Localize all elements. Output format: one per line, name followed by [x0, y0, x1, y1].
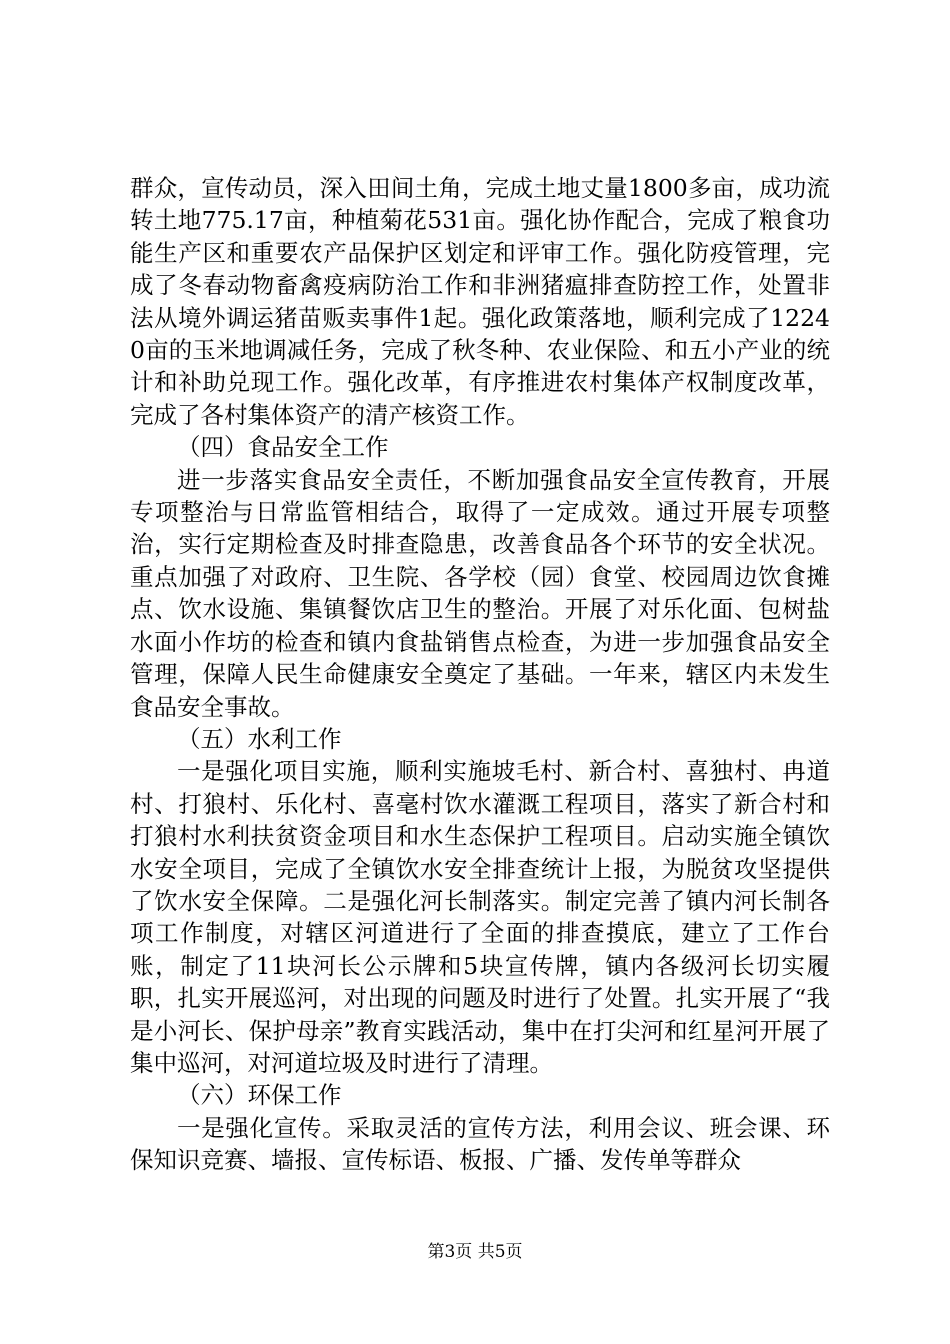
document-body	[130, 172, 830, 1177]
page-footer	[0, 1241, 950, 1263]
paragraph-agriculture-continued: 群众，宣传动员，深入田间土角，完成土地丈量1800多亩，成功流转土地775.17亩，种植菊花531亩。强化协作配合，完成了粮食功能生产区和重要农产品保护区划定和评审工作。强化防疫管理，完成了冬春动物畜禽疫病防治工作和非洲猪瘟排查防控工作，处置非法从境外调运猪苗贩卖事件1起。强化政策落地，顺利完成了12240亩的玉米地调减任务，完成了秋冬种、农业保险、和五小产业的统计和补助兑现工作。强化改革，有序推进农村集体产权制度改革，完成了各村集体资产的清产核资工作。	[130, 174, 830, 429]
section-heading-environmental-protection: （六）环保工作	[177, 1081, 342, 1110]
page-number-label: 第3页 共5页	[427, 1242, 523, 1262]
section-heading-water-conservancy: （五）水利工作	[177, 724, 342, 753]
paragraph-water-conservancy: 一是强化项目实施，顺利实施坡毛村、新合村、喜独村、冉道村、打狼村、乐化村、喜毫村饮水灌溉工程项目，落实了新合村和打狼村水利扶贫资金项目和水生态保护工程项目。启动实施全镇饮水安全项目，完成了全镇饮水安全排查统计上报，为脱贫攻坚提供了饮水安全保障。二是强化河长制落实。制定完善了镇内河长制各项工作制度，对辖区河道进行了全面的排查摸底，建立了工作台账，制定了11块河长公示牌和5块宣传牌，镇内各级河长切实履职，扎实开展巡河，对出现的问题及时进行了处置。扎实开展了“我是小河长、保护母亲”教育实践活动，集中在打尖河和红星河开展了集中巡河，对河道垃圾及时进行了清理。	[130, 757, 830, 1077]
paragraph-environmental-protection: 一是强化宣传。采取灵活的宣传方法，利用会议、班会课、环保知识竞赛、墙报、宣传标语、板报、广播、发传单等群众	[130, 1113, 830, 1175]
section-heading-food-safety: （四）食品安全工作	[177, 433, 389, 462]
paragraph-food-safety: 进一步落实食品安全责任，不断加强食品安全宣传教育，开展专项整治与日常监管相结合，取得了一定成效。通过开展专项整治，实行定期检查及时排查隐患，改善食品各个环节的安全状况。重点加强了对政府、卫生院、各学校（园）食堂、校园周边饮食摊点、饮水设施、集镇餐饮店卫生的整治。开展了对乐化面、包树盐水面小作坊的检查和镇内食盐销售点检查，为进一步加强食品安全管理，保障人民生命健康安全奠定了基础。一年来，辖区内未发生食品安全事故。	[130, 465, 830, 721]
